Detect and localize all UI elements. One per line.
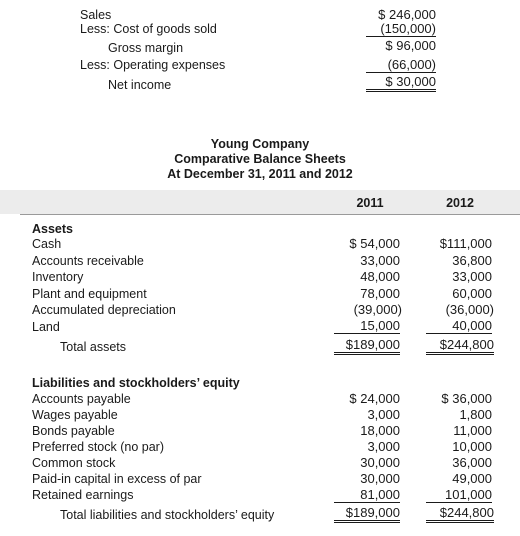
preferred-stock-2011: 3,000: [367, 439, 400, 454]
paid-in-capital-2011: 30,000: [360, 471, 400, 486]
common-stock-2012: 36,000: [452, 455, 492, 470]
land-2012: 40,000: [426, 319, 492, 334]
paid-in-capital-2012: 49,000: [452, 471, 492, 486]
plant-equipment-2012: 60,000: [452, 286, 492, 301]
cash-2012: $111,000: [439, 236, 492, 251]
assets-heading: Assets: [32, 222, 73, 236]
cogs-value: (150,000): [366, 22, 436, 37]
accounts-payable-2011: $ 24,000: [349, 391, 400, 406]
accumulated-depreciation-2012: (36,000): [445, 302, 494, 317]
land-2011: 15,000: [334, 319, 400, 334]
wages-payable-2012: 1,800: [459, 407, 492, 422]
total-liabilities-equity-label: Total liabilities and stockholders’ equity: [60, 508, 275, 522]
land-label: Land: [32, 320, 60, 334]
statement-title: Comparative Balance Sheets: [174, 152, 346, 166]
inventory-2012: 33,000: [452, 269, 492, 284]
accounts-receivable-2011: 33,000: [360, 253, 400, 268]
sales-label: Sales: [80, 8, 112, 22]
total-liabilities-equity-2012: $244,800: [426, 506, 494, 523]
operating-expenses-label: Less: Operating expenses: [80, 58, 226, 72]
total-assets-label: Total assets: [60, 340, 127, 354]
accumulated-depreciation-label: Accumulated depreciation: [32, 303, 176, 317]
operating-expenses-value: (66,000): [366, 58, 436, 73]
bonds-payable-label: Bonds payable: [32, 424, 115, 438]
company-name: Young Company: [210, 137, 310, 151]
common-stock-label: Common stock: [32, 456, 116, 470]
bonds-payable-2011: 18,000: [360, 423, 400, 438]
total-liabilities-equity-2011: $189,000: [334, 506, 400, 523]
common-stock-2011: 30,000: [360, 455, 400, 470]
paid-in-capital-label: Paid-in capital in excess of par: [32, 472, 202, 486]
total-assets-2012: $244,800: [426, 338, 494, 355]
sales-value: $ 246,000: [378, 7, 436, 22]
preferred-stock-2012: 10,000: [452, 439, 492, 454]
net-income-label: Net income: [108, 78, 172, 92]
accounts-receivable-2012: 36,800: [452, 253, 492, 268]
total-assets-2011: $189,000: [334, 338, 400, 355]
wages-payable-2011: 3,000: [367, 407, 400, 422]
liabilities-heading: Liabilities and stockholders’ equity: [32, 376, 240, 390]
accounts-receivable-label: Accounts receivable: [32, 254, 144, 268]
bonds-payable-2012: 11,000: [453, 423, 492, 438]
accounts-payable-2012: $ 36,000: [441, 391, 492, 406]
plant-equipment-2011: 78,000: [360, 286, 400, 301]
retained-earnings-2011: 81,000: [334, 488, 400, 503]
net-income-value: $ 30,000: [366, 75, 436, 92]
retained-earnings-2012: 101,000: [426, 488, 492, 503]
column-header-2011: 2011: [356, 196, 384, 210]
gross-margin-value: $ 96,000: [385, 38, 436, 53]
preferred-stock-label: Preferred stock (no par): [32, 440, 164, 454]
wages-payable-label: Wages payable: [32, 408, 118, 422]
inventory-2011: 48,000: [360, 269, 400, 284]
column-header-2012: 2012: [446, 196, 474, 210]
accumulated-depreciation-2011: (39,000): [353, 302, 402, 317]
cogs-label: Less: Cost of goods sold: [80, 22, 217, 36]
retained-earnings-label: Retained earnings: [32, 488, 134, 502]
plant-equipment-label: Plant and equipment: [32, 287, 147, 301]
accounts-payable-label: Accounts payable: [32, 392, 131, 406]
header-rule: [20, 214, 520, 215]
gross-margin-label: Gross margin: [108, 41, 184, 55]
inventory-label: Inventory: [32, 270, 84, 284]
cash-label: Cash: [32, 237, 62, 251]
statement-date: At December 31, 2011 and 2012: [167, 167, 353, 181]
cash-2011: $ 54,000: [349, 236, 400, 251]
